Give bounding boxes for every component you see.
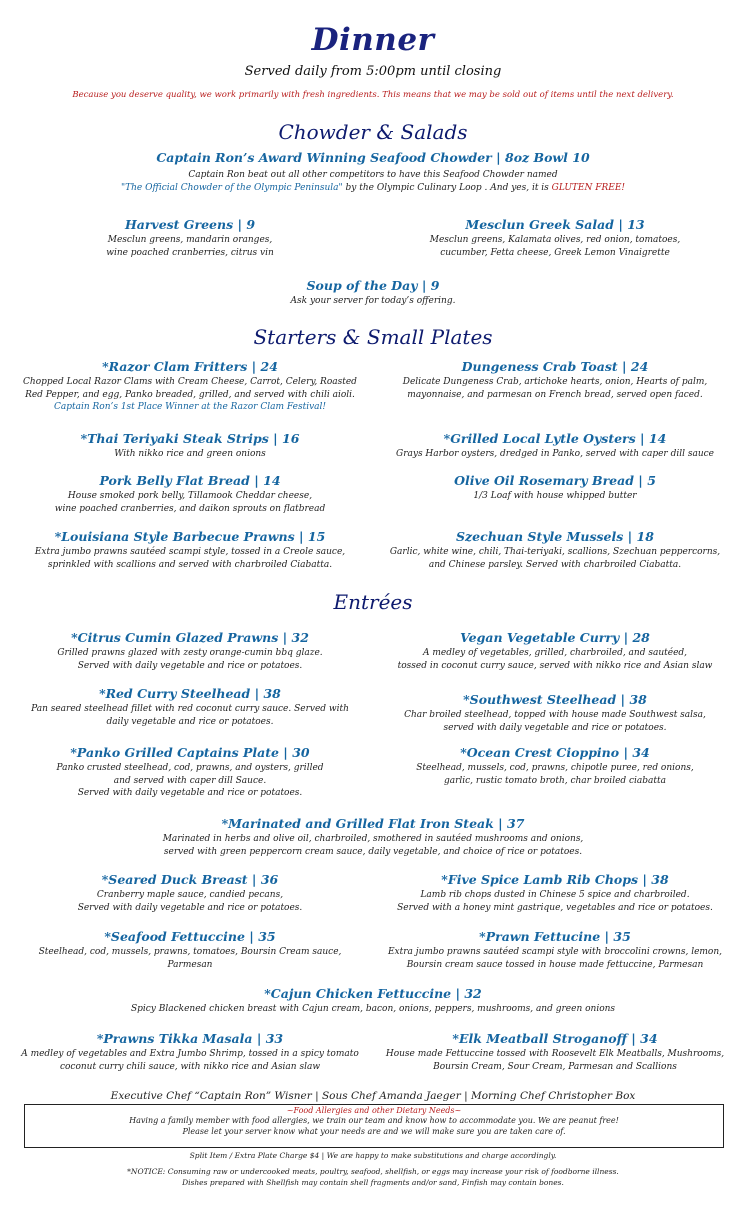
chef-credits: Executive Chef “Captain Ron” Wisner | Sous Chef Amanda Jaeger | Morning Chef Christopher Box <box>110 1090 636 1102</box>
menu-item-seafood-fettuccine <box>15 929 365 971</box>
item-desc: Garlic, white wine, chili, Thai-teriyaki, scallions, Szechuan peppercorns, and Chinese parsley. Served with charbroiled Ciabatta. <box>389 547 721 570</box>
item-name: *Marinated and Grilled Flat Iron Steak | 37 <box>221 816 525 831</box>
item-name: *Southwest Steelhead | 38 <box>463 692 647 707</box>
item-desc: Extra jumbo prawns sautéed scampi style with broccolini crowns, lemon, Boursin cream sauce tossed in house made fettuccine, Parmesan <box>387 947 723 970</box>
menu-item-tikka-masala <box>15 1031 365 1073</box>
item-name: Soup of the Day | 9 <box>306 278 440 293</box>
menu-item-rosemary-bread <box>380 473 730 503</box>
item-desc: Extra jumbo prawns sautéed scampi style, tossed in a Creole sauce, sprinkled with scallions and served with charbroiled Ciabatta. <box>34 547 346 570</box>
item-award: Captain Ron’s 1st Place Winner at the Razor Clam Festival! <box>53 402 327 412</box>
item-name: Dungeness Crab Toast | 24 <box>461 359 649 374</box>
menu-item-mesclun-greek-salad <box>380 217 730 259</box>
item-name: Olive Oil Rosemary Bread | 5 <box>454 473 656 488</box>
menu-item-chowder <box>23 150 723 194</box>
item-desc: Grilled prawns glazed with zesty orange-cumin bbq glaze. Served with daily vegetable and rice or potatoes. <box>57 648 323 671</box>
item-desc: Steelhead, cod, mussels, prawns, tomatoes, Boursin Cream sauce, Parmesan <box>38 947 342 970</box>
item-name: *Elk Meatball Stroganoff | 34 <box>452 1031 658 1046</box>
item-desc: Ask your server for today’s offering. <box>290 296 456 306</box>
menu-item-cioppino <box>380 745 730 787</box>
item-name: *Panko Grilled Captains Plate | 30 <box>70 745 310 760</box>
item-desc: Lamb rib chops dusted in Chinese 5 spice and charbroiled. Served with a honey mint gastrique, vegetables and rice or potatoes. <box>397 890 713 913</box>
item-name: *Cajun Chicken Fettuccine | 32 <box>264 986 482 1001</box>
item-desc: Cranberry maple sauce, candied pecans, Served with daily vegetable and rice or potatoes. <box>77 890 303 913</box>
item-desc-line: Captain Ron beat out all other competitors to have this Seafood Chowder named <box>188 170 558 180</box>
section-heading-starters: Starters & Small Plates <box>253 325 493 349</box>
item-name: *Thai Teriyaki Steak Strips | 16 <box>80 431 300 446</box>
allergy-title: ~Food Allergies and other Dietary Needs~ <box>286 1106 462 1115</box>
item-name: *Seared Duck Breast | 36 <box>101 872 279 887</box>
item-desc: With nikko rice and green onions <box>114 449 266 459</box>
menu-item-duck-breast <box>15 872 365 914</box>
quality-note: Because you deserve quality, we work primarily with fresh ingredients. This means that we may be sold out of items until the next delivery. <box>72 90 674 100</box>
menu-item-red-curry-steelhead <box>15 686 365 728</box>
item-desc: Grays Harbor oysters, dredged in Panko, served with caper dill sauce <box>396 449 714 459</box>
foodborne-notice: *NOTICE: Consuming raw or undercooked meats, poultry, seafood, shellfish, or eggs may increase your risk of foodborne illness. Dishes prepared with Shellfish may contain shell fragments and/or sand, Finfish may contain bones. <box>127 1167 619 1187</box>
menu-item-grilled-oysters <box>380 431 730 461</box>
menu-item-flat-iron-steak <box>23 816 723 858</box>
item-name: *Razor Clam Fritters | 24 <box>102 359 278 374</box>
item-name: Pork Belly Flat Bread | 14 <box>99 473 281 488</box>
chowder-title-text: "The Official Chowder of the Olympic Peninsula" <box>120 182 343 193</box>
allergy-text: Having a family member with food allergies, we train our team and know how to accommodate you. We are peanut free! Please let your server know what your needs are and we will make sure you are taken care of. <box>129 1116 619 1136</box>
item-desc: Delicate Dungeness Crab, artichoke hearts, onion, Hearts of palm, mayonnaise, and parmesan on French bread, served open faced. <box>402 377 708 400</box>
item-name: *Seafood Fettuccine | 35 <box>104 929 276 944</box>
item-name: *Ocean Crest Cioppino | 34 <box>460 745 650 760</box>
item-name: *Red Curry Steelhead | 38 <box>99 686 281 701</box>
menu-item-prawn-fettucine <box>380 929 730 971</box>
menu-item-vegan-curry <box>380 630 730 672</box>
item-desc: Char broiled steelhead, topped with house made Southwest salsa, served with daily vegetable and rice or potatoes. <box>404 710 706 733</box>
item-name: *Prawn Fettucine | 35 <box>479 929 631 944</box>
service-hours: Served daily from 5:00pm until closing <box>244 64 502 79</box>
menu-item-captains-plate <box>15 745 365 800</box>
item-desc-line <box>23 182 723 195</box>
item-desc: Chopped Local Razor Clams with Cream Cheese, Carrot, Celery, Roasted Red Pepper, and egg, Panko breaded, grilled, and served with chili aioli. <box>23 377 357 400</box>
item-name: *Prawns Tikka Masala | 33 <box>96 1031 284 1046</box>
item-desc: Pan seared steelhead fillet with red coconut curry sauce. Served with daily vegetable and rice or potatoes. <box>31 704 349 727</box>
chowder-mid-text: by the Olympic Culinary Loop . And yes, it is <box>342 182 552 193</box>
item-desc: 1/3 Loaf with house whipped butter <box>473 491 637 501</box>
allergy-box <box>24 1104 724 1148</box>
menu-item-lamb-rib-chops <box>380 872 730 914</box>
item-desc <box>23 169 723 194</box>
item-desc: House made Fettuccine tossed with Roosevelt Elk Meatballs, Mushrooms, Boursin Cream, Sour Cream, Parmesan and Scallions <box>385 1049 725 1072</box>
section-heading-chowder: Chowder & Salads <box>278 120 468 144</box>
menu-item-elk-stroganoff <box>380 1031 730 1073</box>
item-name: Szechuan Style Mussels | 18 <box>456 529 654 544</box>
item-desc: Mesclun greens, Kalamata olives, red onion, tomatoes, cucumber, Fetta cheese, Greek Lemon Vinaigrette <box>429 235 681 258</box>
item-desc: Steelhead, mussels, cod, prawns, chipotle puree, red onions, garlic, rustic tomato broth, char broiled ciabatta <box>416 763 694 786</box>
item-name: Vegan Vegetable Curry | 28 <box>460 630 650 645</box>
menu-item-barbecue-prawns <box>15 529 365 571</box>
item-desc: Panko crusted steelhead, cod, prawns, and oysters, grilled and served with caper dill Sauce. Served with daily vegetable and rice or potatoes. <box>56 763 324 798</box>
item-desc: A medley of vegetables, grilled, charbroiled, and sautéed, tossed in coconut curry sauce, served with nikko rice and Asian slaw <box>397 648 713 671</box>
item-name: Captain Ron’s Award Winning Seafood Chowder | 8oz Bowl 10 <box>156 150 590 165</box>
gluten-free-text: GLUTEN FREE! <box>551 182 626 193</box>
item-name: Harvest Greens | 9 <box>124 217 256 232</box>
menu-item-szechuan-mussels <box>380 529 730 571</box>
item-desc: Spicy Blackened chicken breast with Cajun cream, bacon, onions, peppers, mushrooms, and green onions <box>130 1004 616 1014</box>
section-heading-entrees: Entrées <box>333 590 413 614</box>
page-title: Dinner <box>311 22 435 58</box>
item-name: *Louisiana Style Barbecue Prawns | 15 <box>54 529 326 544</box>
item-desc: Mesclun greens, mandarin oranges, wine poached cranberries, citrus vin <box>106 235 274 258</box>
menu-item-cajun-chicken-fettuccine <box>23 986 723 1016</box>
menu-item-pork-belly-flat-bread <box>15 473 365 515</box>
menu-item-citrus-prawns <box>15 630 365 672</box>
item-name: *Five Spice Lamb Rib Chops | 38 <box>441 872 669 887</box>
menu-item-dungeness-crab-toast <box>380 359 730 401</box>
item-desc: House smoked pork belly, Tillamook Cheddar cheese, wine poached cranberries, and daikon sprouts on flatbread <box>54 491 326 514</box>
menu-item-thai-teriyaki <box>15 431 365 461</box>
item-name: *Citrus Cumin Glazed Prawns | 32 <box>71 630 309 645</box>
split-charge-note: Split Item / Extra Plate Charge $4 | We are happy to make substitutions and charge accordingly. <box>189 1151 557 1160</box>
item-desc: Marinated in herbs and olive oil, charbroiled, smothered in sautéed mushrooms and onions, served with green peppercorn cream sauce, daily vegetable, and choice of rice or potatoes. <box>162 834 584 857</box>
menu-item-southwest-steelhead <box>380 692 730 734</box>
item-desc: A medley of vegetables and Extra Jumbo Shrimp, tossed in a spicy tomato coconut curry chili sauce, with nikko rice and Asian slaw <box>21 1049 359 1072</box>
menu-item-soup-of-the-day <box>23 278 723 308</box>
item-name: *Grilled Local Lytle Oysters | 14 <box>443 431 667 446</box>
menu-item-razor-clam-fritters <box>15 359 365 414</box>
item-name: Mesclun Greek Salad | 13 <box>465 217 645 232</box>
menu-item-harvest-greens <box>15 217 365 259</box>
